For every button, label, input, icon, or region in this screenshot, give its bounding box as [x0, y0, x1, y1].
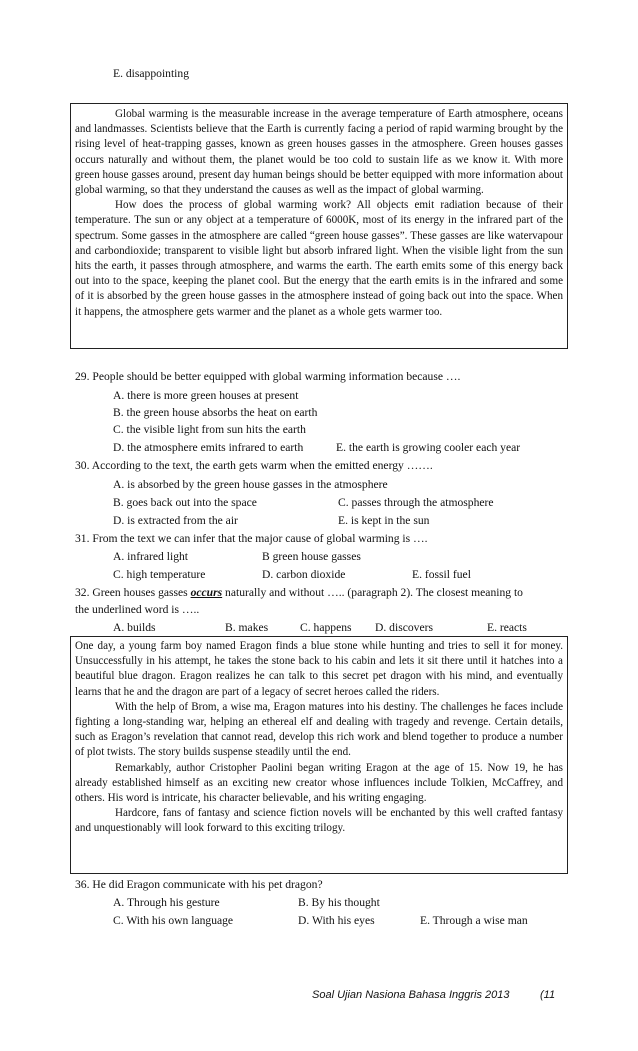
question-36-option-d[interactable]: D. With his eyes	[298, 914, 375, 927]
question-36-option-a[interactable]: A. Through his gesture	[113, 896, 220, 909]
question-32-option-b[interactable]: B. makes	[225, 621, 269, 634]
question-31-option-b[interactable]: B green house gasses	[262, 550, 361, 563]
question-31-stem: 31. From the text we can infer that the major cause of global warming is ….	[75, 532, 428, 545]
question-32-option-e[interactable]: E. reacts	[487, 621, 527, 634]
passage2-paragraph-1: One day, a young farm boy named Eragon finds a blue stone while hunting and tries to sell it for money. Unsuccessfully in his attempt, he takes the stone back to his cabin and lets it sit there until it hatches into a beautiful blue dragon. Eragon realizes he can talk to this secret pet dragon with his mind, and eventually learns that he and the dragon are part of a legacy of secret heroes called the riders.	[75, 640, 563, 698]
footer-page-number: (11	[540, 989, 556, 1001]
question-36-stem: 36. He did Eragon communicate with his pet dragon?	[75, 878, 323, 891]
question-36-option-c[interactable]: C. With his own language	[113, 914, 234, 927]
question-30-option-e[interactable]: E. is kept in the sun	[338, 514, 430, 527]
question-29-option-e[interactable]: E. the earth is growing cooler each year	[336, 441, 521, 454]
question-36-option-b[interactable]: B. By his thought	[298, 896, 380, 909]
question-29-stem: 29. People should be better equipped with global warming information because ….	[75, 370, 461, 383]
passage2-paragraph-3: Remarkably, author Cristopher Paolini began writing Eragon at the age of 15. Now 19, he has already established himself as an exciting new creator whose influences include Tolkien, McCaffrey, and others. His word is intricate, his character believable, and his writing engaging.	[75, 761, 563, 805]
passage1-paragraph-1: Global warming is the measurable increase in the average temperature of Earth atmosphere, oceans and landmasses. Scientists believe that the Earth is currently facing a period of rapid warming brought by the rising level of heat-trapping gasses, known as green houses gasses in the atmosphere. Green houses gasses occurs naturally and without them, the planet would be too cold to sustain life as we know it. With more green house gasses around, present day human beings should be better equipped with more information about global warming, so that they understand the causes as well as the impact of global warming.	[75, 108, 563, 197]
question-31-option-c[interactable]: C. high temperature	[113, 568, 206, 581]
passage-eragon	[70, 636, 568, 874]
question-36-option-e[interactable]: E. Through a wise man	[420, 914, 528, 927]
passage2-paragraph-4: Hardcore, fans of fantasy and science fiction novels will be enchanted by this well crafted fantasy and unquestionably will look forward to this exciting trilogy.	[75, 807, 563, 835]
question-32-option-c[interactable]: C. happens	[300, 621, 352, 634]
underlined-word: occurs	[190, 586, 223, 599]
passage1-paragraph-2: How does the process of global warming work? All objects emit radiation because of their temperature. The sun or any object at a temperature of 6000K, most of its energy in the infrared part of the spectrum. Some gasses in the atmosphere are called “green house gasses”. These gasses are like watervapour and carbondioxide; transparent to visible light but absorb infrared light. When the visible light from the sun hits the earth, it passes through atmosphere, and warms the earth. The earth emits some of this energy back out into to the space, keeping the planet cool. But the energy that the earth emits is in the infrared and some of it is absorbed by the green house gasses in the atmosphere instead of going back out into the space. When it happens, the atmosphere gets warmer and the planet as a whole gets warmer too.	[75, 199, 563, 318]
question-32-stem-line2: the underlined word is …..	[75, 603, 200, 616]
footer-title: Soal Ujian Nasiona Bahasa Inggris 2013	[312, 989, 510, 1001]
question-31-option-e[interactable]: E. fossil fuel	[412, 568, 471, 581]
question-30-option-d[interactable]: D. is extracted from the air	[113, 514, 238, 527]
question-30-option-a[interactable]: A. is absorbed by the green house gasses in the atmosphere	[113, 478, 388, 491]
question-29-option-b[interactable]: B. the green house absorbs the heat on earth	[113, 406, 318, 419]
question-32-option-d[interactable]: D. discovers	[375, 621, 433, 634]
question-31-option-d[interactable]: D. carbon dioxide	[262, 568, 346, 581]
passage-global-warming	[70, 103, 568, 349]
question-30-stem: 30. According to the text, the earth gets warm when the emitted energy …….	[75, 459, 433, 472]
passage2-paragraph-2: With the help of Brom, a wise ma, Eragon matures into his destiny. The challenges he faces include fighting a long-standing war, helping an ethereal elf and dealing with tragedy and revenge. Certain details, such as Eragon’s revelation that cannot read, develop this rich work and blend together to produce a number of plot twists. The story builds suspense steadily until the end.	[75, 700, 563, 759]
question-29-option-a[interactable]: A. there is more green houses at present	[113, 389, 299, 402]
question-30-option-c[interactable]: C. passes through the atmosphere	[338, 496, 494, 509]
option-e-previous: E. disappointing	[113, 67, 189, 80]
question-29-option-d[interactable]: D. the atmosphere emits infrared to earth	[113, 441, 304, 454]
question-32-option-a[interactable]: A. builds	[113, 621, 156, 634]
question-29-option-c[interactable]: C. the visible light from sun hits the earth	[113, 423, 306, 436]
question-32-stem: 32. Green houses gasses occurs naturally and without ….. (paragraph 2). The closest meaning to	[75, 586, 523, 599]
question-31-option-a[interactable]: A. infrared light	[113, 550, 189, 563]
question-30-option-b[interactable]: B. goes back out into the space	[113, 496, 257, 509]
